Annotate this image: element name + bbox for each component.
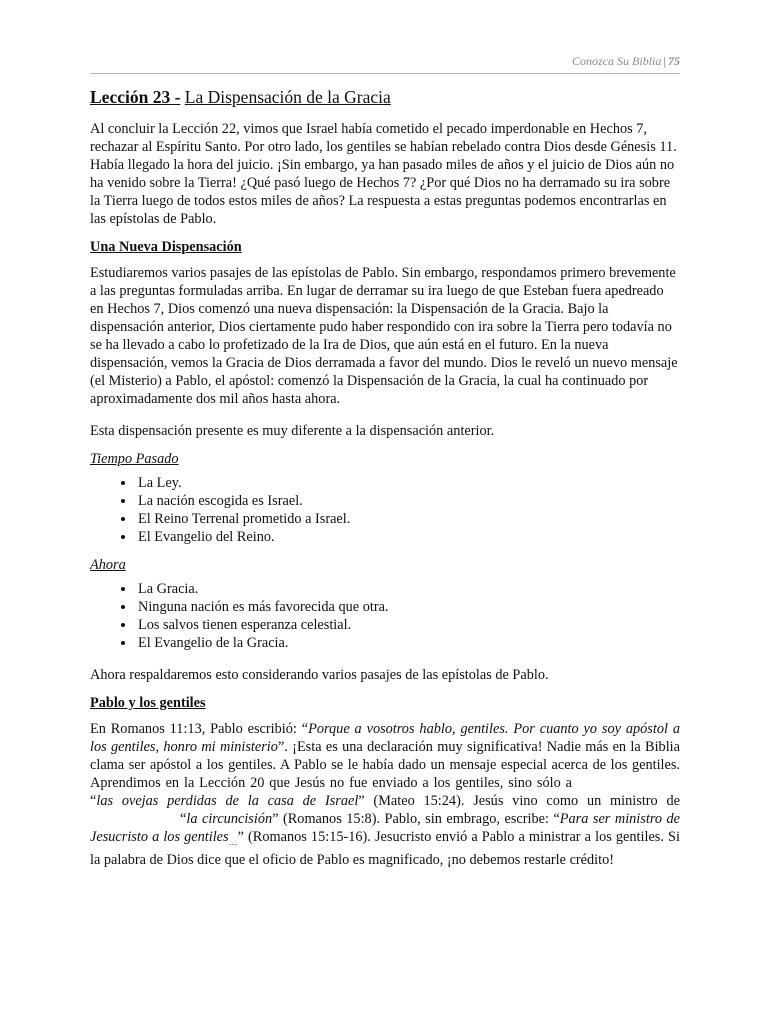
subheading-tiempo-pasado: Tiempo Pasado <box>90 451 179 467</box>
text-run: ”. ¡Esta es una declaración muy significativa! Nadie más en la Biblia clama ser apóstol a los gentiles. A Pablo se le había dado un mensaje especial acerca de los gentiles. Aprendimos en la Lección 20 que Jesús no fue enviado a los gentiles, sino sólo a <box>90 739 680 791</box>
subheading-ahora: Ahora <box>90 557 126 573</box>
section1-paragraph-2: Esta dispensación presente es muy diferente a la dispensación anterior. <box>90 423 495 439</box>
running-header <box>572 54 680 69</box>
quote-romanos-15-16: Para ser ministro de Jesucristo a los gentiles <box>90 811 680 845</box>
list-item: • El Reino Terrenal prometido a Israel. <box>136 510 680 528</box>
section-heading-pablo-gentiles: Pablo y los gentiles <box>90 695 206 711</box>
text-run: ” (Mateo 15:24). Jesús vino como un ministro de <box>358 793 680 809</box>
quote-mateo-15-24: las ovejas perdidas de la casa de Israel <box>96 793 359 809</box>
text-run: ” (Romanos 15:15-16). Jesucristo envió a Pablo a ministrar a los gentiles. Si la palabra de Dios dice que el oficio de Pablo es magnificado, ¡no debemos restarle crédito! <box>90 829 680 868</box>
header-separator: | <box>663 54 666 68</box>
section2-paragraph <box>90 720 680 869</box>
list-item: • La nación escogida es Israel. <box>136 492 680 510</box>
list-item: • El Evangelio de la Gracia. <box>136 634 680 652</box>
quote-romanos-15-8: la circuncisión <box>186 811 273 827</box>
section-heading-nueva-dispensacion: Una Nueva Dispensación <box>90 239 242 255</box>
ellipsis-mark: … <box>228 836 238 847</box>
list-item: • La Gracia. <box>136 580 680 598</box>
text-run: “ <box>180 811 187 827</box>
header-rule <box>90 73 680 74</box>
list-item: • La Ley. <box>136 474 680 492</box>
lesson-title <box>90 86 680 108</box>
intro-paragraph: Al concluir la Lección 22, vimos que Israel había cometido el pecado imperdonable en Hechos 7, rechazar al Espíritu Santo. Por otro lado, los gentiles se habían rebelado contra Dios desde Génesis 11. Había llegado la hora del juicio. ¡Sin embargo, ya han pasado miles de años y el juicio de Dios aún no ha venido sobre la Tierra! ¿Qué pasó luego de Hechos 7? ¿Por qué Dios no ha derramado su ira sobre la Tierra luego de todos estos miles de años? La respuesta a estas preguntas podemos encontrarlas en las epístolas de Pablo. <box>90 121 677 227</box>
lesson-number: Lección 23 - <box>90 87 181 107</box>
past-list <box>90 474 680 546</box>
page-number: 75 <box>668 54 680 68</box>
book-title: Conozca Su Biblia <box>572 54 662 68</box>
section1-paragraph-1: Estudiaremos varios pasajes de las epístolas de Pablo. Sin embargo, respondamos primero brevemente a las preguntas formuladas arriba. En lugar de derramar su ira luego de que Esteban fuera apedreado en Hechos 7, Dios comenzó una nueva dispensación: la Dispensación de la Gracia. Bajo la dispensación anterior, Dios ciertamente pudo haber respondido con ira sobre la Tierra pero todavía no se ha llevado a cabo lo profetizado de la Ira de Dios, que aún está en el futuro. En la nueva dispensación, vemos la Gracia de Dios derramada a favor del mundo. Dios le reveló un nuevo mensaje (el Misterio) a Pablo, el apóstol: comenzó la Dispensación de la Gracia, la cual ha continuado por aproximadamente dos mil años hasta ahora. <box>90 265 678 407</box>
lesson-title-text: La Dispensación de la Gracia <box>184 87 391 107</box>
now-list <box>90 580 680 652</box>
list-item: • El Evangelio del Reino. <box>136 528 680 546</box>
list-item: • Ninguna nación es más favorecida que otra. <box>136 598 680 616</box>
text-run: ” (Romanos 15:8). Pablo, sin embrago, escribe: “ <box>272 811 560 827</box>
quote-romanos-11-13: Porque a vosotros hablo, gentiles. Por cuanto yo soy apóstol a los gentiles, honro mi ministerio <box>90 721 680 755</box>
text-run: En Romanos 11:13, Pablo escribió: “ <box>90 721 309 737</box>
page-content <box>90 86 680 879</box>
support-paragraph: Ahora respaldaremos esto considerando varios pasajes de las epístolas de Pablo. <box>90 667 549 683</box>
text-run: “ <box>90 793 97 809</box>
list-item: • Los salvos tienen esperanza celestial. <box>136 616 680 634</box>
